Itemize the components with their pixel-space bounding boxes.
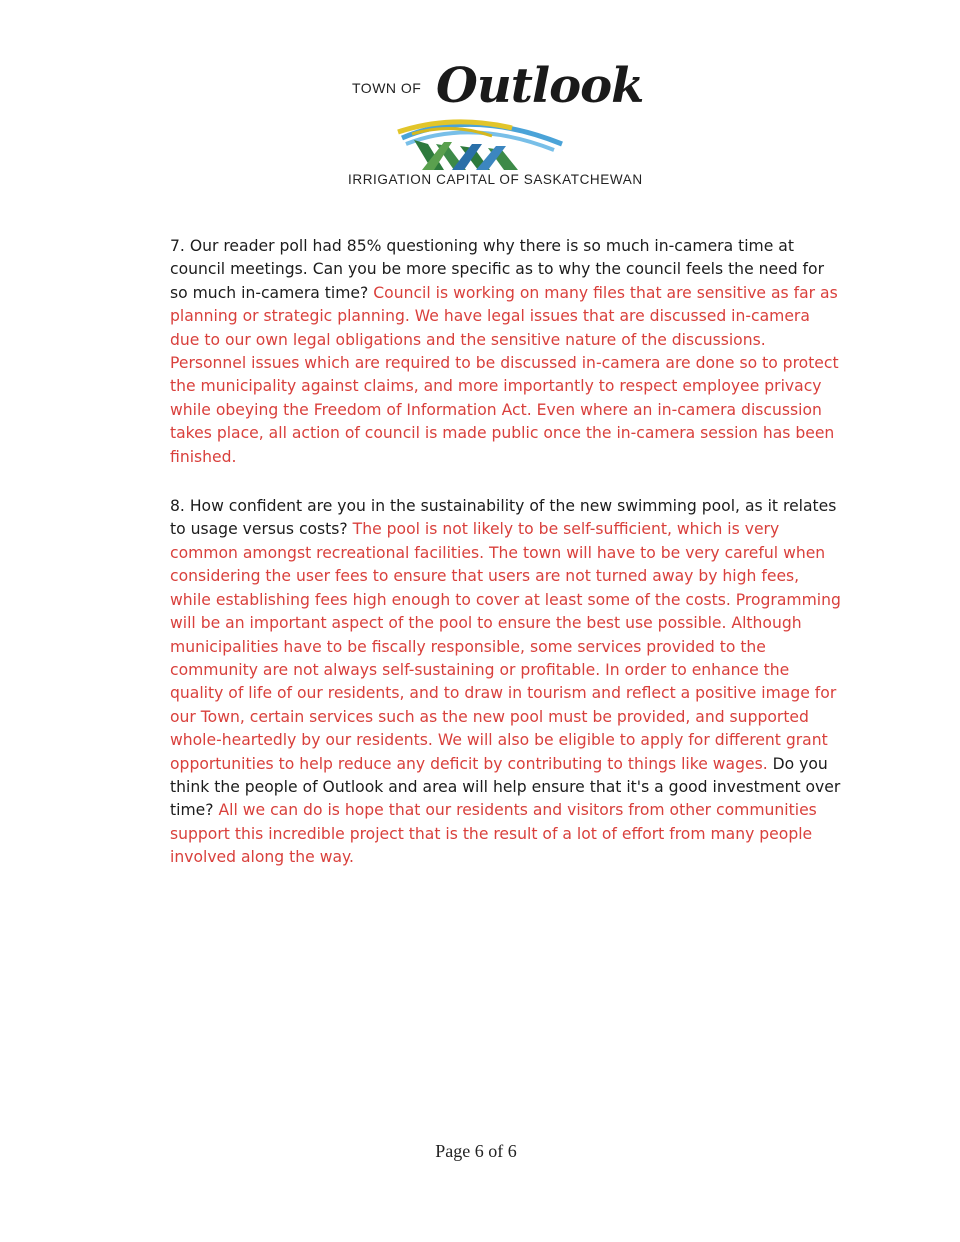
qa-content [170,235,842,896]
qa-item-8 [170,495,842,870]
qa-item-7 [170,235,842,469]
page-number: Page 6 of 6 [435,1141,517,1161]
question-7: 7. Our reader poll had 85% questioning why there is so much in-camera time at council meetings. Can you be more specific as to why the council feels the need for so much in-camera time? [170,237,824,302]
town-tagline: IRRIGATION CAPITAL OF SASKATCHEWAN [348,172,643,187]
answer-8: The pool is not likely to be self-sufficient, which is very common amongst recreational facilities. The town will have to be very careful when considering the user fees to ensure that users are not turned away by high fees, while establishing fees high enough to cover at least some of the costs. Programming will be an important aspect of the pool to ensure the best use possible. Although municipalities have to be fiscally responsible, some services provided to the community are not always self-sustaining or profitable. In order to enhance the quality of life of our residents, and to draw in tourism and reflect a positive image for our Town, certain services such as the new pool must be provided, and supported whole-heartedly by our residents. We will also be eligible to apply for different grant opportunities to help reduce any deficit by contributing to things like wages. [170,520,841,773]
town-prefix: TOWN OF [352,80,422,96]
answer-8-followup: All we can do is hope that our residents and visitors from other communities support this incredible project that is the result of a lot of effort from many people involved along the way. [170,801,817,867]
irrigation-arcs-logo-icon [392,114,572,172]
answer-7: Council is working on many files that are sensitive as far as planning or strategic planning. We have legal issues that are discussed in-camera due to our own legal obligations and the sensitive nature of the discussions. Personnel issues which are required to be discussed in-camera are done so to protect the municipality against claims, and more importantly to respect employee privacy while obeying the Freedom of Information Act. Even where an in-camera discussion takes place, all action of council is made public once the in-camera session has been finished. [170,283,839,466]
letterhead [340,58,644,193]
question-8: 8. How confident are you in the sustainability of the new swimming pool, as it relates to usage versus costs? [170,497,837,539]
question-8-followup: Do you think the people of Outlook and area will help ensure that it's a good investment over time? [170,754,841,820]
town-wordmark: Outlook [436,58,644,114]
